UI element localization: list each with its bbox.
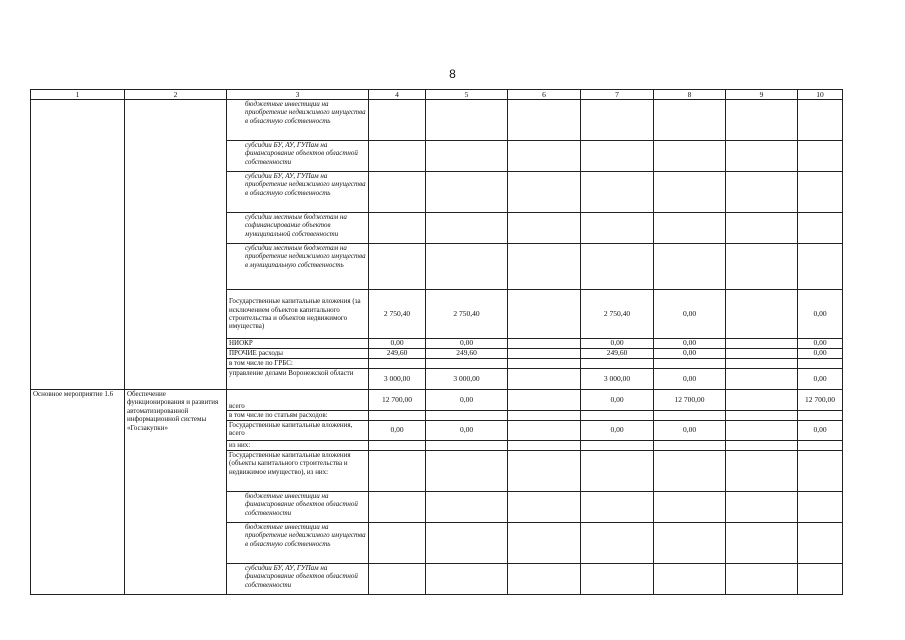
value-cell (581, 359, 654, 369)
value-cell: 0,00 (798, 369, 843, 390)
expense-item-label: субсидии БУ, АУ, ГУПам на финансирование объектов областной собственности (227, 564, 369, 595)
value-cell (426, 213, 508, 244)
value-cell (581, 100, 654, 141)
value-cell (369, 411, 426, 421)
value-cell (508, 523, 581, 564)
value-cell (798, 564, 843, 595)
value-cell (426, 359, 508, 369)
value-cell (508, 244, 581, 290)
value-cell (508, 411, 581, 421)
header-cell: 3 (227, 90, 369, 100)
value-cell (508, 492, 581, 523)
value-cell (726, 359, 798, 369)
value-cell (508, 339, 581, 349)
expense-item-label: всего (227, 390, 369, 411)
value-cell (726, 564, 798, 595)
value-cell (508, 451, 581, 492)
value-cell (654, 244, 726, 290)
value-cell (798, 441, 843, 451)
expense-item-label: Государственные капитальные вложения (объекты капитального строительства и недвижимое имущество), из них: (227, 451, 369, 492)
value-cell (369, 213, 426, 244)
activity-name: Основное мероприятие 1.6 (31, 390, 125, 595)
value-cell (426, 100, 508, 141)
expense-item-label: бюджетные инвестиции на финансирование объектов областной собственности (227, 492, 369, 523)
page-number: 8 (449, 67, 456, 81)
value-cell (726, 411, 798, 421)
header-cell: 5 (426, 90, 508, 100)
value-cell (798, 172, 843, 213)
value-cell: 249,60 (369, 349, 426, 359)
value-cell: 0,00 (654, 349, 726, 359)
value-cell: 0,00 (369, 339, 426, 349)
value-cell (798, 451, 843, 492)
value-cell: 12 700,00 (798, 390, 843, 411)
value-cell (581, 523, 654, 564)
header-cell: 6 (508, 90, 581, 100)
value-cell: 0,00 (798, 339, 843, 349)
value-cell: 0,00 (798, 421, 843, 441)
value-cell: 3 000,00 (426, 369, 508, 390)
value-cell: 3 000,00 (581, 369, 654, 390)
expense-item-label: из них: (227, 441, 369, 451)
value-cell (726, 172, 798, 213)
value-cell (508, 369, 581, 390)
expense-item-label: НИОКР (227, 339, 369, 349)
value-cell (798, 523, 843, 564)
value-cell: 0,00 (798, 290, 843, 339)
value-cell: 249,60 (426, 349, 508, 359)
activity-cell-empty (31, 100, 125, 390)
value-cell (508, 564, 581, 595)
value-cell (508, 359, 581, 369)
value-cell: 0,00 (426, 339, 508, 349)
value-cell (581, 244, 654, 290)
value-cell (426, 523, 508, 564)
expense-item-label: бюджетные инвестиции на приобретение недвижимого имущества в областную собственность (227, 100, 369, 141)
value-cell (581, 564, 654, 595)
value-cell (726, 492, 798, 523)
value-cell (726, 290, 798, 339)
activity-description: Обеспечение функционирования и развития автоматизированной информационной системы «Госзакупки» (125, 390, 227, 595)
value-cell (508, 441, 581, 451)
value-cell: 2 750,40 (426, 290, 508, 339)
value-cell (726, 141, 798, 172)
value-cell (654, 564, 726, 595)
value-cell (726, 213, 798, 244)
value-cell (508, 290, 581, 339)
value-cell: 0,00 (426, 421, 508, 441)
budget-table (30, 89, 843, 595)
value-cell (654, 411, 726, 421)
value-cell (508, 141, 581, 172)
value-cell: 0,00 (654, 290, 726, 339)
value-cell (726, 349, 798, 359)
expense-item-label: субсидии БУ, АУ, ГУПам на приобретение недвижимого имущества в областную собственность (227, 172, 369, 213)
value-cell: 0,00 (369, 421, 426, 441)
value-cell: 12 700,00 (654, 390, 726, 411)
value-cell (581, 141, 654, 172)
column-number-row (31, 90, 843, 100)
value-cell (581, 451, 654, 492)
table-row (31, 100, 843, 141)
value-cell (426, 451, 508, 492)
value-cell (798, 244, 843, 290)
expense-item-label: управление делами Воронежской области (227, 369, 369, 390)
value-cell (508, 349, 581, 359)
value-cell (726, 451, 798, 492)
value-cell (798, 411, 843, 421)
value-cell (798, 359, 843, 369)
value-cell: 0,00 (426, 390, 508, 411)
value-cell (426, 564, 508, 595)
value-cell (426, 441, 508, 451)
value-cell (581, 213, 654, 244)
value-cell (369, 244, 426, 290)
header-cell: 9 (726, 90, 798, 100)
value-cell (426, 492, 508, 523)
expense-item-label: субсидии местным бюджетам на софинансирование объектов муниципальной собственности (227, 213, 369, 244)
value-cell (369, 523, 426, 564)
value-cell (654, 172, 726, 213)
value-cell (654, 213, 726, 244)
value-cell (369, 100, 426, 141)
value-cell: 2 750,40 (581, 290, 654, 339)
value-cell (726, 339, 798, 349)
table-row (31, 390, 843, 411)
value-cell (726, 421, 798, 441)
description-cell-empty (125, 100, 227, 390)
value-cell (369, 492, 426, 523)
header-cell: 4 (369, 90, 426, 100)
value-cell (654, 441, 726, 451)
expense-item-label: субсидии местным бюджетам на приобретение недвижимого имущества в муниципальную собственность (227, 244, 369, 290)
value-cell (798, 141, 843, 172)
header-cell: 8 (654, 90, 726, 100)
value-cell (726, 100, 798, 141)
value-cell (369, 441, 426, 451)
value-cell (369, 141, 426, 172)
value-cell (426, 172, 508, 213)
value-cell (369, 172, 426, 213)
value-cell (726, 523, 798, 564)
value-cell (726, 369, 798, 390)
value-cell: 0,00 (654, 369, 726, 390)
expense-item-label: Государственные капитальные вложения, всего (227, 421, 369, 441)
value-cell (369, 564, 426, 595)
value-cell: 2 750,40 (369, 290, 426, 339)
value-cell (369, 359, 426, 369)
value-cell: 0,00 (654, 339, 726, 349)
value-cell (654, 492, 726, 523)
expense-item-label: в том числе по ГРБС: (227, 359, 369, 369)
expense-item-label: ПРОЧИЕ расходы (227, 349, 369, 359)
value-cell: 12 700,00 (369, 390, 426, 411)
header-cell: 2 (125, 90, 227, 100)
value-cell: 3 000,00 (369, 369, 426, 390)
value-cell: 249,60 (581, 349, 654, 359)
header-cell: 1 (31, 90, 125, 100)
value-cell (581, 441, 654, 451)
header-cell: 7 (581, 90, 654, 100)
header-cell: 10 (798, 90, 843, 100)
value-cell (654, 451, 726, 492)
value-cell (654, 141, 726, 172)
expense-item-label: Государственные капитальные вложения (за исключением объектов капитального строительства и объектов недвижимого имущества) (227, 290, 369, 339)
value-cell: 0,00 (654, 421, 726, 441)
value-cell (726, 441, 798, 451)
value-cell (798, 213, 843, 244)
value-cell (581, 411, 654, 421)
value-cell (508, 213, 581, 244)
value-cell (581, 492, 654, 523)
value-cell (798, 100, 843, 141)
value-cell (726, 390, 798, 411)
value-cell: 0,00 (581, 390, 654, 411)
value-cell (798, 492, 843, 523)
value-cell (508, 172, 581, 213)
value-cell (654, 359, 726, 369)
value-cell (426, 411, 508, 421)
expense-item-label: субсидии БУ, АУ, ГУПам на финансирование объектов областной собственности (227, 141, 369, 172)
value-cell (508, 390, 581, 411)
value-cell (508, 100, 581, 141)
value-cell: 0,00 (581, 339, 654, 349)
value-cell (726, 244, 798, 290)
value-cell: 0,00 (581, 421, 654, 441)
value-cell (508, 421, 581, 441)
expense-item-label: в том числе по статьям расходов: (227, 411, 369, 421)
value-cell: 0,00 (798, 349, 843, 359)
value-cell (654, 100, 726, 141)
value-cell (426, 141, 508, 172)
value-cell (369, 451, 426, 492)
expense-item-label: бюджетные инвестиции на приобретение недвижимого имущества в областную собственность (227, 523, 369, 564)
value-cell (581, 172, 654, 213)
value-cell (654, 523, 726, 564)
value-cell (426, 244, 508, 290)
